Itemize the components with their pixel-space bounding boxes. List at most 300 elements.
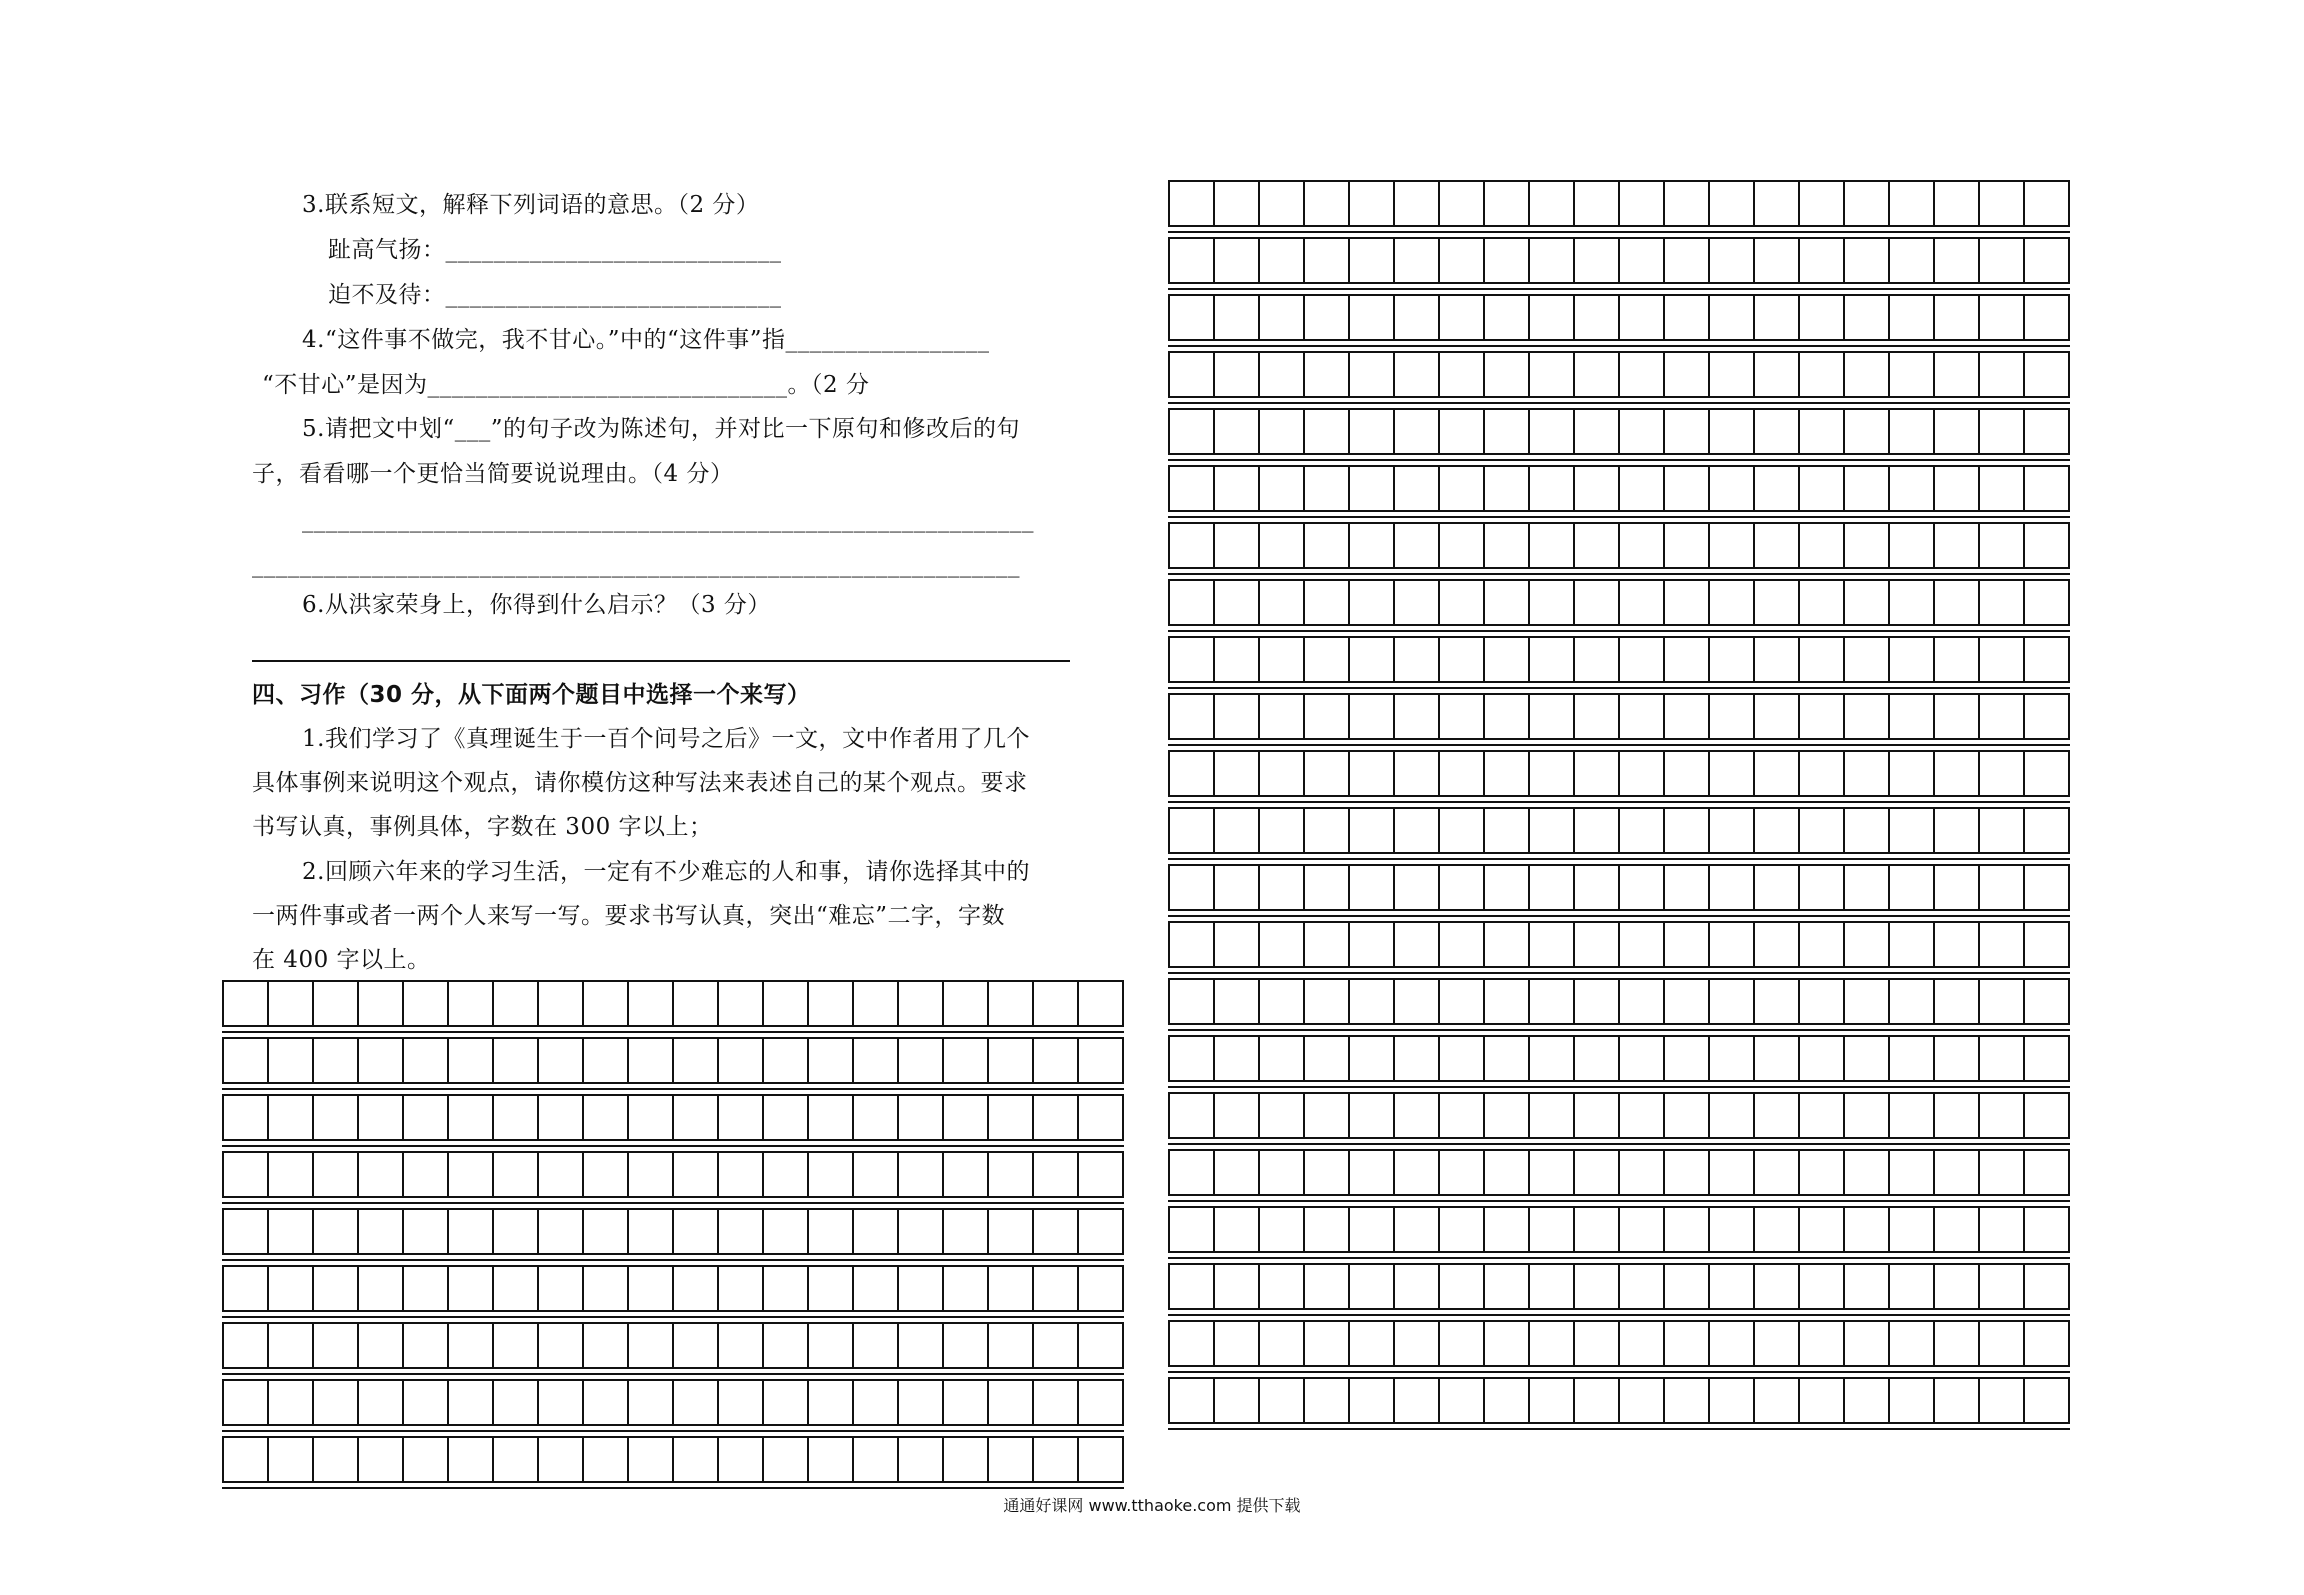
- grid-cell-divider: [1393, 866, 1395, 909]
- grid-cell-divider: [1618, 980, 1620, 1023]
- grid-cell-divider: [1213, 410, 1215, 453]
- grid-cell-divider: [1573, 1379, 1575, 1422]
- left-writing-grid: [222, 980, 1122, 1493]
- grid-cell-divider: [447, 1324, 449, 1367]
- grid-cell-divider: [1933, 296, 1935, 339]
- grid-cell-divider: [267, 1039, 269, 1082]
- grid-cell-divider: [1753, 1094, 1755, 1137]
- grid-cell-divider: [1708, 1208, 1710, 1251]
- grid-cell-divider: [1258, 1265, 1260, 1308]
- grid-cell-divider: [1708, 1322, 1710, 1365]
- grid-cell-divider: [1843, 467, 1845, 510]
- grid-cell-divider: [357, 982, 359, 1025]
- grid-cell-divider: [2023, 239, 2025, 282]
- grid-cell-divider: [672, 1381, 674, 1424]
- grid-row-separator: [1168, 1257, 2070, 1259]
- prompt2-line2: 一两件事或者一两个人来写一写。要求书写认真，突出“难忘”二字，字数: [252, 903, 1006, 929]
- grid-cell-divider: [2023, 1265, 2025, 1308]
- grid-cell-divider: [1843, 1208, 1845, 1251]
- grid-row: [1168, 807, 2070, 854]
- grid-cell-divider: [537, 1153, 539, 1196]
- grid-cell-divider: [402, 1267, 404, 1310]
- grid-cell-divider: [1528, 410, 1530, 453]
- grid-cell-divider: [1663, 467, 1665, 510]
- grid-cell-divider: [1978, 1094, 1980, 1137]
- grid-row-separator: [1168, 288, 2070, 290]
- grid-cell-divider: [1843, 524, 1845, 567]
- grid-cell-divider: [1258, 923, 1260, 966]
- grid-cell-divider: [267, 1381, 269, 1424]
- grid-cell-divider: [1843, 809, 1845, 852]
- grid-cell-divider: [1438, 1208, 1440, 1251]
- grid-cell-divider: [897, 1039, 899, 1082]
- grid-cell-divider: [807, 1324, 809, 1367]
- grid-cell-divider: [1573, 1037, 1575, 1080]
- grid-cell-divider: [1798, 410, 1800, 453]
- grid-cell-divider: [1753, 866, 1755, 909]
- grid-cell-divider: [987, 1039, 989, 1082]
- grid-cell-divider: [1483, 239, 1485, 282]
- grid-row-separator: [1168, 858, 2070, 860]
- grid-cell-divider: [1213, 467, 1215, 510]
- grid-cell-divider: [1438, 1037, 1440, 1080]
- grid-cell-divider: [942, 982, 944, 1025]
- grid-cell-divider: [717, 1438, 719, 1481]
- prompt1-line3: 书写认真，事例具体，字数在 300 字以上；: [252, 814, 713, 840]
- grid-cell-divider: [717, 1153, 719, 1196]
- grid-cell-divider: [1843, 1379, 1845, 1422]
- grid-cell-divider: [1978, 752, 1980, 795]
- grid-cell-divider: [1888, 980, 1890, 1023]
- grid-cell-divider: [1933, 1322, 1935, 1365]
- grid-cell-divider: [1483, 923, 1485, 966]
- grid-cell-divider: [897, 1096, 899, 1139]
- grid-row-separator: [1168, 573, 2070, 575]
- grid-cell-divider: [1483, 638, 1485, 681]
- grid-cell-divider: [267, 1153, 269, 1196]
- grid-cell-divider: [1618, 1379, 1620, 1422]
- grid-cell-divider: [1303, 581, 1305, 624]
- grid-cell-divider: [1213, 182, 1215, 225]
- grid-cell-divider: [1303, 1094, 1305, 1137]
- grid-cell-divider: [1573, 410, 1575, 453]
- q3-word1: 趾高气扬：____________________________: [328, 237, 782, 263]
- grid-cell-divider: [1573, 1265, 1575, 1308]
- grid-cell-divider: [1618, 581, 1620, 624]
- grid-cell-divider: [1708, 467, 1710, 510]
- grid-row-separator: [1168, 1143, 2070, 1145]
- grid-cell-divider: [1393, 752, 1395, 795]
- grid-cell-divider: [537, 1039, 539, 1082]
- grid-cell-divider: [1843, 695, 1845, 738]
- grid-cell-divider: [1213, 923, 1215, 966]
- grid-cell-divider: [2023, 923, 2025, 966]
- grid-cell-divider: [1933, 866, 1935, 909]
- grid-row-separator: [1168, 972, 2070, 974]
- grid-cell-divider: [1348, 1094, 1350, 1137]
- grid-cell-divider: [402, 1153, 404, 1196]
- grid-row-separator: [222, 1373, 1124, 1375]
- grid-cell-divider: [1573, 866, 1575, 909]
- grid-cell-divider: [1438, 239, 1440, 282]
- grid-cell-divider: [1618, 353, 1620, 396]
- grid-cell-divider: [312, 1210, 314, 1253]
- grid-cell-divider: [987, 1096, 989, 1139]
- grid-cell-divider: [1708, 1151, 1710, 1194]
- grid-row: [222, 1265, 1124, 1312]
- grid-row: [1168, 351, 2070, 398]
- grid-cell-divider: [492, 1153, 494, 1196]
- grid-cell-divider: [1528, 353, 1530, 396]
- grid-cell-divider: [1213, 1265, 1215, 1308]
- grid-cell-divider: [1438, 980, 1440, 1023]
- grid-cell-divider: [1708, 923, 1710, 966]
- grid-cell-divider: [1753, 1208, 1755, 1251]
- grid-cell-divider: [1573, 980, 1575, 1023]
- grid-cell-divider: [1573, 239, 1575, 282]
- grid-row: [222, 980, 1124, 1027]
- grid-row: [222, 1322, 1124, 1369]
- grid-cell-divider: [762, 1096, 764, 1139]
- grid-cell-divider: [1303, 923, 1305, 966]
- grid-cell-divider: [1483, 809, 1485, 852]
- grid-cell-divider: [672, 1096, 674, 1139]
- grid-cell-divider: [402, 1039, 404, 1082]
- grid-cell-divider: [1483, 1322, 1485, 1365]
- grid-cell-divider: [1933, 410, 1935, 453]
- grid-cell-divider: [1978, 980, 1980, 1023]
- grid-cell-divider: [2023, 1208, 2025, 1251]
- grid-cell-divider: [1663, 581, 1665, 624]
- grid-cell-divider: [807, 1096, 809, 1139]
- grid-cell-divider: [1032, 1153, 1034, 1196]
- grid-cell-divider: [1303, 1265, 1305, 1308]
- grid-cell-divider: [447, 1096, 449, 1139]
- grid-row: [222, 1094, 1124, 1141]
- right-writing-grid: [1168, 180, 2068, 1434]
- grid-cell-divider: [1528, 467, 1530, 510]
- grid-cell-divider: [942, 1096, 944, 1139]
- grid-cell-divider: [1978, 410, 1980, 453]
- grid-cell-divider: [1978, 923, 1980, 966]
- grid-row: [1168, 636, 2070, 683]
- grid-cell-divider: [1888, 410, 1890, 453]
- grid-cell-divider: [1528, 923, 1530, 966]
- grid-cell-divider: [852, 1096, 854, 1139]
- grid-cell-divider: [1573, 752, 1575, 795]
- grid-cell-divider: [1032, 1210, 1034, 1253]
- grid-cell-divider: [1213, 1379, 1215, 1422]
- grid-row-separator: [222, 1487, 1124, 1489]
- grid-cell-divider: [582, 1381, 584, 1424]
- grid-cell-divider: [492, 1438, 494, 1481]
- grid-cell-divider: [582, 982, 584, 1025]
- grid-cell-divider: [1888, 809, 1890, 852]
- grid-cell-divider: [1798, 296, 1800, 339]
- grid-cell-divider: [1798, 524, 1800, 567]
- grid-cell-divider: [1032, 1039, 1034, 1082]
- grid-cell-divider: [1303, 695, 1305, 738]
- grid-cell-divider: [1798, 581, 1800, 624]
- grid-cell-divider: [1888, 1379, 1890, 1422]
- grid-cell-divider: [582, 1039, 584, 1082]
- grid-cell-divider: [402, 1324, 404, 1367]
- grid-cell-divider: [312, 1267, 314, 1310]
- grid-cell-divider: [897, 1438, 899, 1481]
- grid-cell-divider: [582, 1210, 584, 1253]
- grid-row: [222, 1436, 1124, 1483]
- grid-cell-divider: [1978, 581, 1980, 624]
- grid-cell-divider: [852, 1438, 854, 1481]
- grid-row-separator: [1168, 1086, 2070, 1088]
- grid-cell-divider: [627, 1381, 629, 1424]
- grid-cell-divider: [1933, 638, 1935, 681]
- grid-cell-divider: [807, 1210, 809, 1253]
- grid-cell-divider: [1258, 1151, 1260, 1194]
- q4-line1: 4.“这件事不做完，我不甘心。”中的“这件事”指_________________: [302, 327, 990, 353]
- grid-cell-divider: [1933, 1151, 1935, 1194]
- grid-cell-divider: [942, 1153, 944, 1196]
- grid-cell-divider: [1213, 1037, 1215, 1080]
- grid-row: [1168, 408, 2070, 455]
- grid-cell-divider: [2023, 410, 2025, 453]
- grid-cell-divider: [1573, 809, 1575, 852]
- grid-cell-divider: [1888, 923, 1890, 966]
- prompt1-line1: 1.我们学习了《真理诞生于一百个问号之后》一文，文中作者用了几个: [302, 726, 1030, 752]
- grid-cell-divider: [1528, 866, 1530, 909]
- grid-cell-divider: [1258, 239, 1260, 282]
- grid-cell-divider: [1438, 296, 1440, 339]
- grid-cell-divider: [1213, 353, 1215, 396]
- grid-cell-divider: [1303, 1151, 1305, 1194]
- grid-cell-divider: [1077, 1324, 1079, 1367]
- grid-row: [1168, 522, 2070, 569]
- grid-row-separator: [222, 1088, 1124, 1090]
- grid-cell-divider: [1258, 866, 1260, 909]
- grid-cell-divider: [1753, 581, 1755, 624]
- grid-cell-divider: [1348, 1379, 1350, 1422]
- grid-cell-divider: [312, 1381, 314, 1424]
- grid-cell-divider: [1618, 1322, 1620, 1365]
- grid-cell-divider: [1303, 1379, 1305, 1422]
- grid-cell-divider: [942, 1381, 944, 1424]
- grid-cell-divider: [582, 1267, 584, 1310]
- grid-cell-divider: [1528, 1322, 1530, 1365]
- grid-row: [1168, 1320, 2070, 1367]
- grid-cell-divider: [1393, 1322, 1395, 1365]
- grid-cell-divider: [1258, 353, 1260, 396]
- grid-cell-divider: [1438, 638, 1440, 681]
- grid-cell-divider: [1753, 1265, 1755, 1308]
- grid-cell-divider: [1843, 980, 1845, 1023]
- grid-cell-divider: [627, 982, 629, 1025]
- grid-cell-divider: [1077, 1210, 1079, 1253]
- grid-cell-divider: [762, 1324, 764, 1367]
- grid-cell-divider: [1213, 1322, 1215, 1365]
- grid-cell-divider: [1753, 296, 1755, 339]
- grid-cell-divider: [1888, 1208, 1890, 1251]
- grid-cell-divider: [1843, 1037, 1845, 1080]
- grid-cell-divider: [1618, 182, 1620, 225]
- grid-cell-divider: [1393, 410, 1395, 453]
- grid-cell-divider: [1618, 809, 1620, 852]
- grid-cell-divider: [807, 1381, 809, 1424]
- grid-cell-divider: [1483, 752, 1485, 795]
- grid-cell-divider: [357, 1210, 359, 1253]
- grid-cell-divider: [762, 1267, 764, 1310]
- grid-cell-divider: [1843, 581, 1845, 624]
- grid-cell-divider: [1528, 752, 1530, 795]
- grid-cell-divider: [1573, 1208, 1575, 1251]
- grid-cell-divider: [267, 1096, 269, 1139]
- grid-cell-divider: [1663, 980, 1665, 1023]
- grid-cell-divider: [1258, 467, 1260, 510]
- grid-cell-divider: [1348, 524, 1350, 567]
- grid-cell-divider: [1258, 296, 1260, 339]
- footer-source: 通通好课网 www.tthaoke.com 提供下载: [1003, 1496, 1301, 1515]
- grid-cell-divider: [1663, 695, 1665, 738]
- grid-cell-divider: [1888, 638, 1890, 681]
- grid-cell-divider: [1258, 638, 1260, 681]
- grid-cell-divider: [1032, 1438, 1034, 1481]
- grid-cell-divider: [1483, 1037, 1485, 1080]
- grid-cell-divider: [267, 1267, 269, 1310]
- grid-cell-divider: [897, 1267, 899, 1310]
- grid-cell-divider: [582, 1324, 584, 1367]
- grid-cell-divider: [402, 1438, 404, 1481]
- grid-cell-divider: [1618, 695, 1620, 738]
- grid-cell-divider: [1663, 524, 1665, 567]
- grid-cell-divider: [1888, 866, 1890, 909]
- grid-cell-divider: [402, 982, 404, 1025]
- grid-cell-divider: [1798, 1322, 1800, 1365]
- grid-cell-divider: [1213, 1094, 1215, 1137]
- grid-cell-divider: [1708, 695, 1710, 738]
- grid-cell-divider: [1933, 923, 1935, 966]
- grid-cell-divider: [1393, 809, 1395, 852]
- grid-row: [1168, 1377, 2070, 1424]
- grid-cell-divider: [1438, 809, 1440, 852]
- grid-cell-divider: [1213, 581, 1215, 624]
- grid-cell-divider: [1303, 524, 1305, 567]
- grid-cell-divider: [1393, 1151, 1395, 1194]
- grid-cell-divider: [1438, 1322, 1440, 1365]
- grid-cell-divider: [1393, 524, 1395, 567]
- grid-cell-divider: [1888, 695, 1890, 738]
- q5-answer-line2: ________________________________________________________________: [252, 552, 1020, 578]
- grid-cell-divider: [1933, 1208, 1935, 1251]
- grid-cell-divider: [1303, 239, 1305, 282]
- grid-cell-divider: [1348, 1265, 1350, 1308]
- grid-cell-divider: [942, 1039, 944, 1082]
- grid-cell-divider: [1888, 581, 1890, 624]
- q5-line1: 5.请把文中划“___”的句子改为陈述句，并对比一下原句和修改后的句: [302, 416, 1020, 442]
- grid-cell-divider: [1348, 1151, 1350, 1194]
- grid-cell-divider: [1032, 1324, 1034, 1367]
- grid-cell-divider: [2023, 1322, 2025, 1365]
- grid-cell-divider: [1438, 923, 1440, 966]
- grid-cell-divider: [672, 1267, 674, 1310]
- grid-cell-divider: [1438, 1265, 1440, 1308]
- grid-cell-divider: [267, 1438, 269, 1481]
- grid-cell-divider: [1978, 1265, 1980, 1308]
- grid-cell-divider: [1077, 1096, 1079, 1139]
- grid-cell-divider: [447, 1381, 449, 1424]
- grid-cell-divider: [1798, 923, 1800, 966]
- grid-cell-divider: [1753, 353, 1755, 396]
- grid-cell-divider: [1843, 296, 1845, 339]
- grid-cell-divider: [1888, 1094, 1890, 1137]
- grid-cell-divider: [1708, 353, 1710, 396]
- grid-cell-divider: [1708, 296, 1710, 339]
- grid-cell-divider: [1303, 980, 1305, 1023]
- grid-cell-divider: [1528, 182, 1530, 225]
- grid-row-separator: [222, 1031, 1124, 1033]
- q5-line2: 子，看看哪一个更恰当简要说说理由。（4 分）: [252, 461, 734, 487]
- grid-cell-divider: [1077, 982, 1079, 1025]
- grid-cell-divider: [627, 1153, 629, 1196]
- grid-cell-divider: [537, 1438, 539, 1481]
- grid-row-separator: [222, 1430, 1124, 1432]
- grid-cell-divider: [1348, 467, 1350, 510]
- grid-cell-divider: [1303, 467, 1305, 510]
- grid-cell-divider: [1618, 410, 1620, 453]
- grid-row-separator: [1168, 801, 2070, 803]
- grid-cell-divider: [1573, 524, 1575, 567]
- grid-row: [1168, 579, 2070, 626]
- grid-row: [1168, 1149, 2070, 1196]
- grid-cell-divider: [1303, 182, 1305, 225]
- grid-cell-divider: [1618, 467, 1620, 510]
- grid-cell-divider: [1978, 1037, 1980, 1080]
- grid-cell-divider: [1483, 1151, 1485, 1194]
- grid-cell-divider: [1393, 1265, 1395, 1308]
- grid-cell-divider: [1483, 467, 1485, 510]
- grid-cell-divider: [492, 1096, 494, 1139]
- grid-row-separator: [1168, 345, 2070, 347]
- grid-cell-divider: [1708, 1379, 1710, 1422]
- grid-cell-divider: [537, 1210, 539, 1253]
- grid-cell-divider: [1483, 866, 1485, 909]
- grid-cell-divider: [1753, 923, 1755, 966]
- grid-cell-divider: [717, 1381, 719, 1424]
- grid-cell-divider: [2023, 1037, 2025, 1080]
- grid-cell-divider: [1888, 467, 1890, 510]
- grid-cell-divider: [1393, 638, 1395, 681]
- grid-cell-divider: [1483, 410, 1485, 453]
- grid-cell-divider: [762, 1381, 764, 1424]
- grid-cell-divider: [2023, 1151, 2025, 1194]
- grid-cell-divider: [1843, 1265, 1845, 1308]
- grid-cell-divider: [1348, 1037, 1350, 1080]
- grid-row: [222, 1379, 1124, 1426]
- grid-cell-divider: [312, 1438, 314, 1481]
- grid-cell-divider: [1663, 296, 1665, 339]
- grid-cell-divider: [762, 1210, 764, 1253]
- grid-cell-divider: [1213, 752, 1215, 795]
- prompt2-line3: 在 400 字以上。: [252, 947, 431, 973]
- grid-cell-divider: [1933, 980, 1935, 1023]
- grid-cell-divider: [1393, 1037, 1395, 1080]
- grid-cell-divider: [1077, 1039, 1079, 1082]
- grid-cell-divider: [1933, 239, 1935, 282]
- grid-cell-divider: [627, 1039, 629, 1082]
- grid-cell-divider: [1753, 182, 1755, 225]
- grid-cell-divider: [1393, 1379, 1395, 1422]
- grid-row: [1168, 1092, 2070, 1139]
- grid-cell-divider: [447, 982, 449, 1025]
- grid-cell-divider: [1077, 1381, 1079, 1424]
